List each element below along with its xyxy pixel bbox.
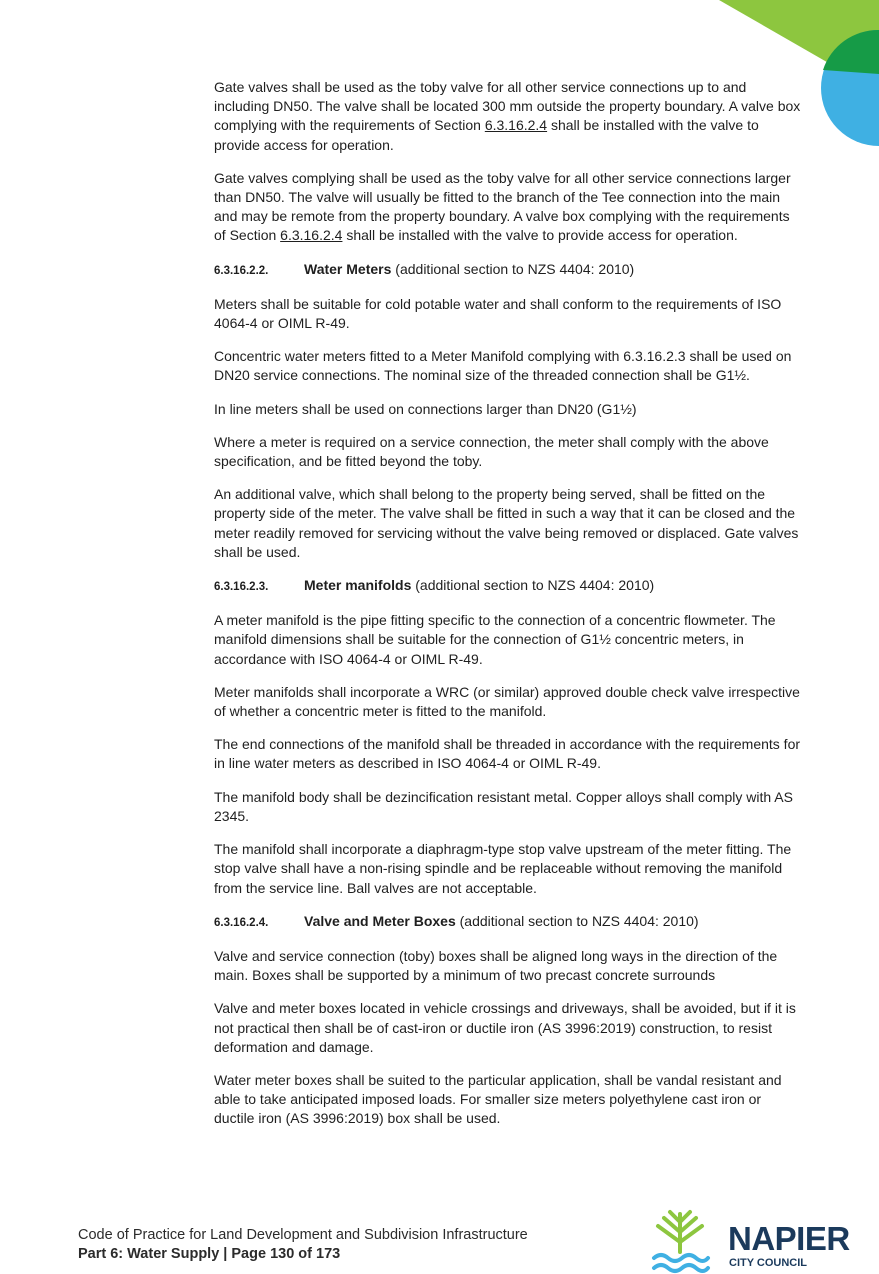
paragraph: Gate valves shall be used as the toby valve for all other service connections up to and including DN50. The valve shall be located 300 mm outside the property boundary. A valve box complying with the requirements of Section 6.3.16.2.4 shall be installed with the valve to provide access for operation.	[214, 79, 801, 153]
section-title: Meter manifolds	[304, 577, 412, 594]
section-reference-link[interactable]: 6.3.16.2.4	[280, 227, 343, 244]
section-number: 6.3.16.2.4.	[214, 916, 269, 929]
paragraph: Where a meter is required on a service connection, the meter shall comply with the above specification, and be fitted beyond the toby.	[214, 433, 769, 470]
section-number: 6.3.16.2.2.	[214, 264, 269, 277]
paragraph: In line meters shall be used on connections larger than DN20 (G1½)	[214, 400, 637, 417]
page-footer	[78, 1226, 528, 1264]
paragraph: Concentric water meters fitted to a Meter Manifold complying with 6.3.16.2.3 shall be used on DN20 service connections. The nominal size of the threaded connection shall be G1½.	[214, 348, 792, 384]
paragraph: The manifold body shall be dezincification resistant metal. Copper alloys shall comply with AS 2345.	[214, 788, 793, 824]
napier-city-council-logo	[648, 1208, 848, 1274]
document-body	[214, 78, 804, 1143]
section-heading-valve-meter-boxes: 6.3.16.2.4. Valve and Meter Boxes (additional section to NZS 4404: 2010)	[214, 912, 804, 933]
paragraph: Water meter boxes shall be suited to the particular application, shall be vandal resistant and able to take anticipated imposed loads. For smaller size meters polyethylene cast iron or ductile iron (AS 3996:2019) box shall be used.	[214, 1071, 782, 1127]
paragraph: Valve and meter boxes located in vehicle crossings and driveways, shall be avoided, but if it is not practical then shall be of cast-iron or ductile iron (AS 3996:2019) construction, to resist deformation and damage.	[214, 1000, 796, 1055]
logo-wordmark: NAPIER	[728, 1220, 850, 1257]
section-heading-meter-manifolds: 6.3.16.2.3. Meter manifolds (additional section to NZS 4404: 2010)	[214, 576, 804, 597]
paragraph: Meter manifolds shall incorporate a WRC (or similar) approved double check valve irrespective of whether a concentric meter is fitted to the manifold.	[214, 683, 800, 720]
fern-wave-icon	[648, 1208, 712, 1274]
section-title: Water Meters	[304, 260, 392, 277]
paragraph: A meter manifold is the pipe fitting specific to the connection of a concentric flowmeter. The manifold dimensions shall be suitable for the connection of G1½ concentric meters, in accordance with ISO 4064-4 or OIML R-49.	[214, 612, 776, 667]
section-reference-link[interactable]: 6.3.16.2.4	[484, 117, 548, 134]
paragraph: An additional valve, which shall belong to the property being served, shall be fitted on the property side of the meter. The valve shall be fitted in such a way that it can be closed and the meter readily removed for servicing without the valve being removed or displaced. Gate valves shall be used.	[214, 486, 799, 560]
section-heading-water-meters: 6.3.16.2.2. Water Meters (additional section to NZS 4404: 2010)	[214, 260, 804, 281]
section-title: Valve and Meter Boxes	[304, 912, 456, 929]
paragraph: Valve and service connection (toby) boxes shall be aligned long ways in the direction of the main. Boxes shall be supported by a minimum of two precast concrete surrounds	[214, 947, 778, 984]
section-number: 6.3.16.2.3.	[214, 581, 269, 594]
paragraph: Meters shall be suitable for cold potable water and shall conform to the requirements of ISO 4064-4 or OIML R-49.	[214, 295, 782, 332]
footer-document-title: Code of Practice for Land Development and Subdivision Infrastructure	[78, 1227, 528, 1243]
paragraph: Gate valves complying shall be used as the toby valve for all other service connections larger than DN50. The valve will usually be fitted to the branch of the Tee connection into the main and may be remote from the property boundary. A valve box complying with the requirements of Section 6.3.16.2.4 shall be installed with the valve to provide access for operation.	[214, 169, 791, 244]
paragraph: The manifold shall incorporate a diaphragm-type stop valve upstream of the meter fitting. The stop valve shall have a non-rising spindle and be replaceable without removing the manifold from the service line. Ball valves are not acceptable.	[214, 841, 792, 896]
paragraph: The end connections of the manifold shall be threaded in accordance with the requirements for in line water meters as described in ISO 4064-4 or OIML R-49.	[214, 736, 801, 772]
logo-subtitle: CITY COUNCIL	[729, 1257, 808, 1269]
footer-page-info: Part 6: Water Supply | Page 130 of 173	[78, 1246, 341, 1262]
